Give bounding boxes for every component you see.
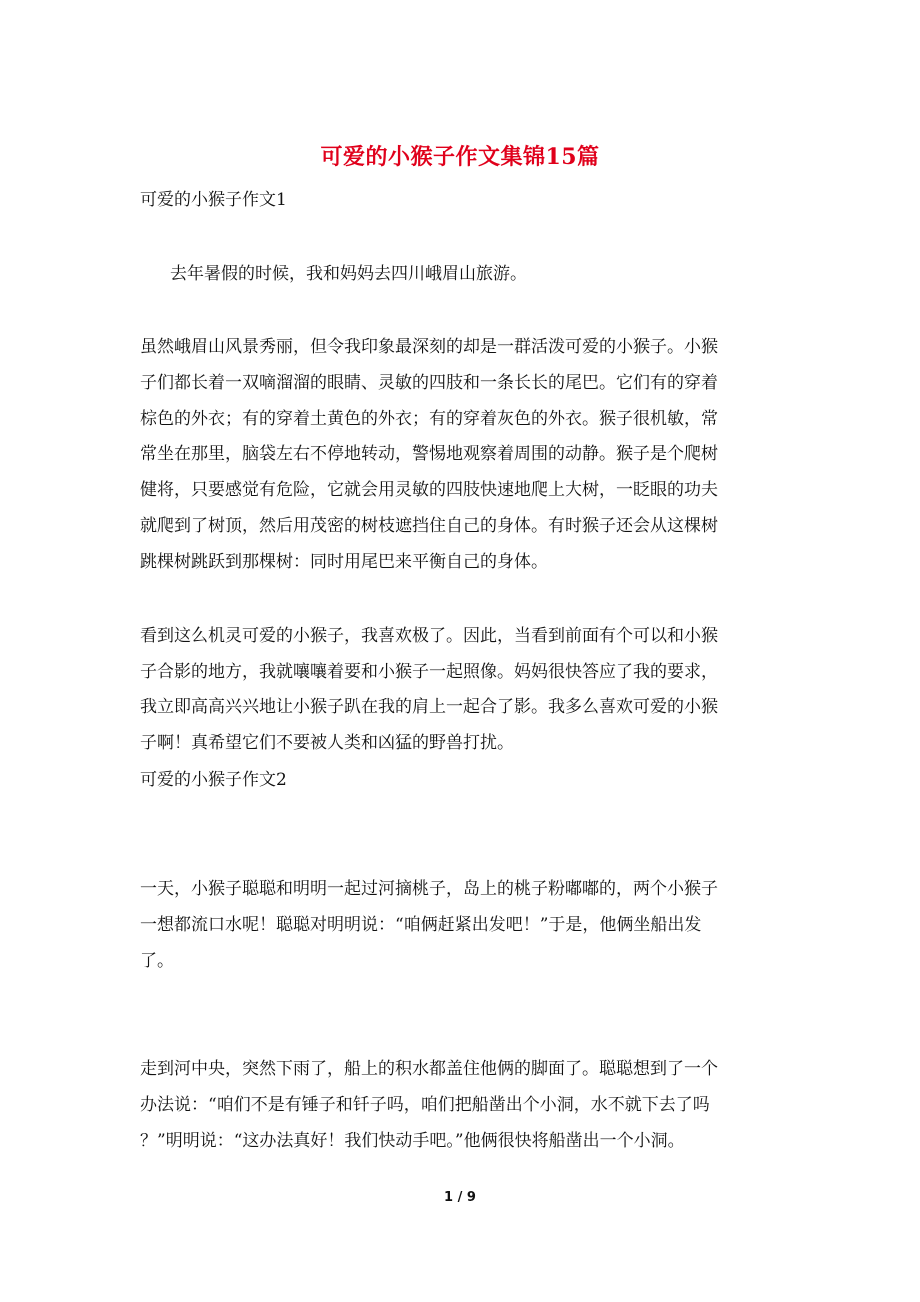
paragraph-line: 了。 bbox=[140, 951, 174, 971]
paragraph-line: 一想都流口水呢！聪聪对明明说：“咱俩赶紧出发吧！”于是，他俩坐船出发 bbox=[140, 915, 702, 935]
paragraph-line: 子啊！真希望它们不要被人类和凶猛的野兽打扰。 bbox=[140, 733, 514, 753]
paragraph-line: 常坐在那里，脑袋左右不停地转动，警惕地观察着周围的动静。猴子是个爬树 bbox=[140, 444, 718, 464]
paragraph-line: 跳棵树跳跃到那棵树：同时用尾巴来平衡自己的身体。 bbox=[140, 552, 548, 572]
paragraph-line: 去年暑假的时候，我和妈妈去四川峨眉山旅游。 bbox=[170, 264, 527, 284]
essay-heading: 可爱的小猴子作文2 bbox=[140, 770, 287, 790]
paragraph-line: 就爬到了树顶，然后用茂密的树枝遮挡住自己的身体。有时猴子还会从这棵树 bbox=[140, 516, 718, 536]
page-indicator: 1 / 9 bbox=[444, 1190, 476, 1205]
paragraph-line: 我立即高高兴兴地让小猴子趴在我的肩上一起合了影。我多么喜欢可爱的小猴 bbox=[140, 697, 718, 717]
paragraph-line: 棕色的外衣；有的穿着土黄色的外衣；有的穿着灰色的外衣。猴子很机敏，常 bbox=[140, 409, 718, 429]
paragraph-line: 虽然峨眉山风景秀丽，但令我印象最深刻的却是一群活泼可爱的小猴子。小猴 bbox=[140, 337, 718, 357]
paragraph-line: 子合影的地方，我就嚷嚷着要和小猴子一起照像。妈妈很快答应了我的要求， bbox=[140, 662, 718, 682]
page-title: 可爱的小猴子作文集锦15篇 bbox=[320, 144, 600, 170]
paragraph-line: 子们都长着一双嘀溜溜的眼睛、灵敏的四肢和一条长长的尾巴。它们有的穿着 bbox=[140, 373, 718, 393]
paragraph-line: 健将，只要感觉有危险，它就会用灵敏的四肢快速地爬上大树，一眨眼的功夫 bbox=[140, 480, 718, 500]
essay-heading: 可爱的小猴子作文1 bbox=[140, 190, 287, 210]
paragraph-line: ？”明明说：“这办法真好！我们快动手吧。”他俩很快将船凿出一个小洞。 bbox=[140, 1131, 685, 1151]
paragraph-line: 办法说：“咱们不是有锤子和钎子吗，咱们把船凿出个小洞，水不就下去了吗 bbox=[140, 1095, 710, 1115]
paragraph-line: 走到河中央，突然下雨了，船上的积水都盖住他俩的脚面了。聪聪想到了一个 bbox=[140, 1059, 718, 1079]
paragraph-line: 看到这么机灵可爱的小猴子，我喜欢极了。因此，当看到前面有个可以和小猴 bbox=[140, 626, 718, 646]
paragraph-line: 一天，小猴子聪聪和明明一起过河摘桃子，岛上的桃子粉嘟嘟的，两个小猴子 bbox=[140, 879, 718, 899]
